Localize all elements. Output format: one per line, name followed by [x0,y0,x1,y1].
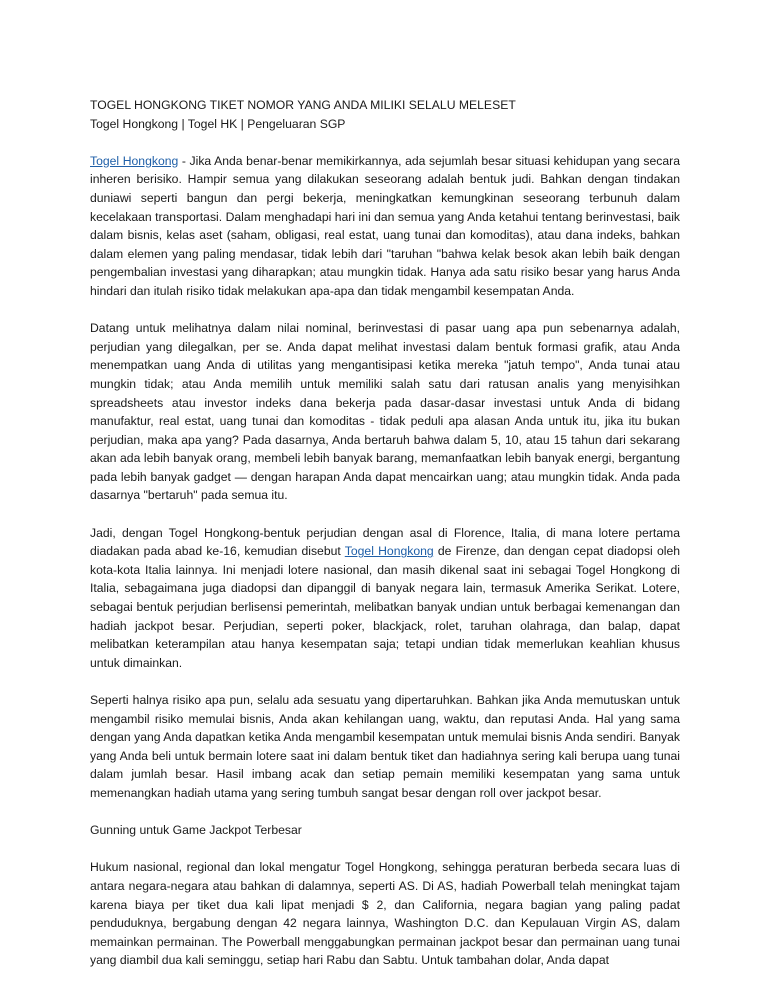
document-subtitle: Togel Hongkong | Togel HK | Pengeluaran SGP [90,116,346,131]
paragraph-5: Hukum nasional, regional dan lokal mengatur Togel Hongkong, sehingga peraturan berbeda secara luas di antara negara-negara atau bahkan di dalamnya, seperti AS. Di AS, hadiah Powerball telah meningkat tajam karena biaya per tiket dua kali lipat menjadi $ 2, dan California, negara bagian yang paling padat penduduknya, bergabung dengan 42 negara lainnya, Washington D.C. dan Kepulauan Virgin AS, dalam memainkan permainan. The Powerball menggabungkan permainan jackpot besar dan permainan uang tunai yang diambil dua kali seminggu, setiap hari Rabu dan Sabtu. Untuk tambahan dolar, Anda dapat [90,860,680,968]
section-subheading: Gunning untuk Game Jackpot Terbesar [90,823,302,838]
togel-hongkong-link[interactable]: Togel Hongkong [90,153,179,168]
togel-hongkong-link-2[interactable]: Togel Hongkong [344,544,434,559]
paragraph-2: Datang untuk melihatnya dalam nilai nominal, berinvestasi di pasar uang apa pun sebenarnya adalah, perjudian yang dilegalkan, per se. Anda dapat melihat investasi dalam bentuk formasi grafik, atau Anda menempatkan uang Anda di utilitas yang mengantisipasi ketika mereka "jatuh tempo", Anda tunai atau mungkin tidak; atau Anda memilih untuk memiliki salah satu dari ratusan analis yang menyisihkan spreadsheets atau investor indeks dana bekerja pada dasar-dasar investasi untuk Anda di bidang manufaktur, real estat, uang tunai dan komoditas - tidak peduli apa alasan Anda untuk itu, jika itu bukan perjudian, maka apa yang? Pada dasarnya, Anda bertaruh bahwa dalam 5, 10, atau 15 tahun dari sekarang akan ada lebih banyak orang, membeli lebih banyak barang, memanfaatkan lebih banyak energi, bergantung pada lebih banyak gadget — dengan harapan Anda dapat mencairkan uang; atau mungkin tidak. Anda pada dasarnya "bertaruh" pada semua itu. [90,321,680,503]
paragraph-1 [90,152,680,301]
document-page [90,96,680,970]
paragraph-4: Seperti halnya risiko apa pun, selalu ada sesuatu yang dipertaruhkan. Bahkan jika Anda memutuskan untuk mengambil risiko memulai bisnis, Anda akan kehilangan uang, waktu, dan reputasi Anda. Hal yang sama dengan yang Anda dapatkan ketika Anda mengambil kesempatan untuk memulai bisnis Anda sendiri. Banyak yang Anda beli untuk bermain lotere saat ini dalam bentuk tiket dan hadiahnya sering kali berupa uang tunai dalam jumlah besar. Hasil imbang acak dan setiap pemain memiliki kesempatan yang sama untuk memenangkan hadiah utama yang sering tumbuh sangat besar dengan roll over jackpot besar. [90,693,680,800]
paragraph-1-text: - Jika Anda benar-benar memikirkannya, ada sejumlah besar situasi kehidupan yang secara inheren berisiko. Hampir semua yang dilakukan seseorang adalah bentuk judi. Bahkan dengan tindakan duniawi seperti bangun dan pergi bekerja, meningkatkan kemungkinan seseorang terbunuh dalam kecelakaan transportasi. Dalam menghadapi hari ini dan semua yang Anda ketahui tentang berinvestasi, baik dalam bisnis, kelas aset (saham, obligasi, real estat, uang tunai dan komoditas), atau dana indeks, bahkan dalam elemen yang paling mendasar, tidak lebih dari "taruhan "bahwa kelak besok akan lebih baik dengan pengembalian investasi yang diharapkan; atau mungkin tidak. Hanya ada satu risiko besar yang harus Anda hindari dan itulah risiko tidak melakukan apa-apa dan tidak mengambil kesempatan Anda. [90,153,680,298]
paragraph-3-text-before: Jadi, dengan Togel Hongkong-bentuk perjudian dengan asal di Florence, Italia, di mana lotere pertama diadakan pada abad ke-16, kemudian disebut [90,525,680,559]
paragraph-3 [90,524,680,673]
document-title: TOGEL HONGKONG TIKET NOMOR YANG ANDA MILIKI SELALU MELESET [90,98,516,112]
paragraph-3-text-after: de Firenze, dan dengan cepat diadopsi oleh kota-kota Italia lainnya. Ini menjadi lotere nasional, dan masih dikenal saat ini sebagai Togel Hongkong di Italia, sebagaimana juga diadopsi dan dipanggil di banyak negara lain, termasuk Amerika Serikat. Lotere, sebagai bentuk perjudian berlisensi pemerintah, melibatkan banyak undian untuk berbagai kemenangan dan hadiah jackpot besar. Perjudian, seperti poker, blackjack, rolet, taruhan olahraga, dan balap, dapat melibatkan keterampilan atau hanya kesempatan saja; tetapi undian tidak memerlukan keahlian khusus untuk dimainkan. [90,544,681,670]
